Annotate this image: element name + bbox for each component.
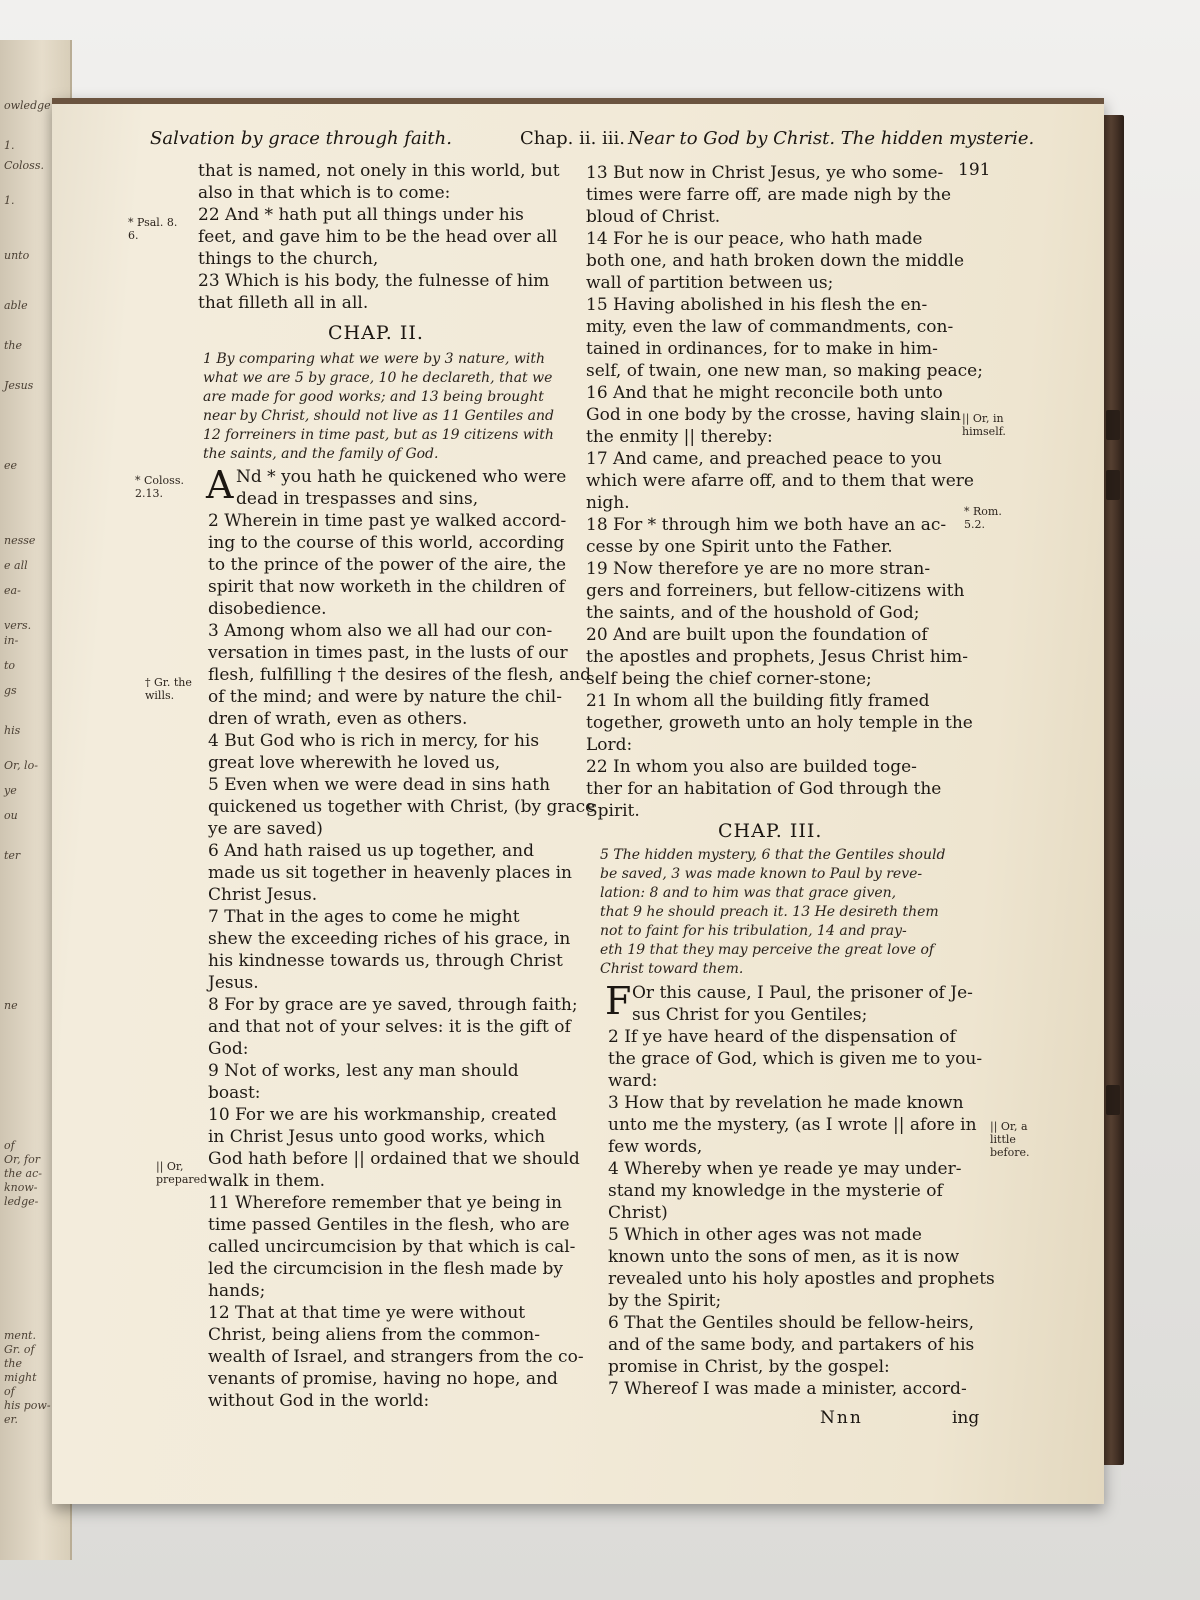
text-line: his kindnesse towards us, through Christ (208, 951, 563, 971)
facing-page-fragment: nesse (4, 534, 36, 547)
text-line: wealth of Israel, and strangers from the co- (208, 1347, 584, 1367)
summary-line: are made for good works; and 13 being brought (203, 389, 544, 405)
text-line: dead in trespasses and sins, (236, 489, 479, 509)
text-line: 18 For * through him we both have an ac- (586, 515, 947, 535)
summary-line: Christ toward them. (600, 961, 744, 977)
text-line: walk in them. (208, 1171, 325, 1191)
text-line: Jesus. (208, 973, 259, 993)
facing-page-fragment: the (4, 339, 23, 352)
text-line: led the circumcision in the flesh made by (208, 1259, 564, 1279)
text-line: which were afarre off, and to them that were (586, 471, 974, 491)
catchword: ing (952, 1408, 980, 1428)
text-line: 21 In whom all the building fitly framed (586, 691, 930, 711)
text-line: 5 Which in other ages was not made (608, 1225, 922, 1245)
text-line: Christ Jesus. (208, 885, 318, 905)
facing-page-fragment: er. (4, 1413, 19, 1426)
text-line: 6 And hath raised us up together, and (208, 841, 534, 861)
text-line: 9 Not of works, lest any man should (208, 1061, 519, 1081)
text-line: shew the exceeding riches of his grace, in (208, 929, 571, 949)
text-line: nigh. (586, 493, 630, 513)
text-line: venants of promise, having no hope, and (208, 1369, 558, 1389)
facing-page-fragment: his (4, 724, 21, 737)
text-line: that is named, not onely in this world, but (198, 161, 560, 181)
margin-note-line: || Or, in (962, 412, 1004, 425)
text-line: made us sit together in heavenly places in (208, 863, 572, 883)
text-line: 8 For by grace are ye saved, through faith; (208, 995, 578, 1015)
right-column-top (586, 162, 983, 822)
facing-page-fragment: know- (4, 1181, 38, 1194)
facing-page-fragment: Or, for (4, 1153, 41, 1166)
text-line: and of the same body, and partakers of his (608, 1335, 975, 1355)
text-line: 6 That the Gentiles should be fellow-heirs, (608, 1313, 974, 1333)
text-line: 23 Which is his body, the fulnesse of him (198, 271, 550, 291)
margin-note-line: || Or, a (990, 1120, 1028, 1133)
facing-page-fragment: 1. (4, 139, 15, 152)
margin-note (156, 1160, 207, 1186)
running-head-right: Near to God by Christ. The hidden mysterie. (628, 128, 1035, 149)
text-line: 20 And are built upon the foundation of (586, 625, 928, 645)
margin-note (145, 676, 192, 702)
facing-page-fragment: to (4, 659, 16, 672)
text-line: the apostles and prophets, Jesus Christ him- (586, 647, 968, 667)
text-line: God hath before || ordained that we should (208, 1149, 580, 1169)
text-line: quickened us together with Christ, (by grace (208, 797, 596, 817)
facing-page-fragment: Or, lo- (4, 759, 38, 772)
left-column-top (198, 160, 560, 314)
facing-page-fragment: owledge (4, 99, 51, 112)
margin-note (135, 474, 184, 500)
text-line: feet, and gave him to be the head over all (198, 227, 558, 247)
text-line: 4 Whereby when ye reade ye may under- (608, 1159, 962, 1179)
signature-mark: Nnn (820, 1408, 863, 1428)
summary-line: that 9 he should preach it. 13 He desireth them (600, 904, 939, 920)
text-line: 19 Now therefore ye are no more stran- (586, 559, 931, 579)
summary-line: not to faint for his tribulation, 14 and pray- (600, 923, 907, 939)
margin-note-line: † Gr. the (145, 676, 192, 689)
text-line: 7 Whereof I was made a minister, accord- (608, 1379, 967, 1399)
text-line: 14 For he is our peace, who hath made (586, 229, 923, 249)
text-line: wall of partition between us; (586, 273, 834, 293)
text-line: Or this cause, I Paul, the prisoner of Je- (632, 983, 973, 1003)
text-line: 3 Among whom also we all had our con- (208, 621, 553, 641)
margin-note-line: 5.2. (964, 518, 985, 531)
text-line: of the mind; and were by nature the chil- (208, 687, 562, 707)
margin-note-line: himself. (962, 425, 1006, 438)
facing-page-fragment: vers. (4, 619, 32, 632)
text-line: in Christ Jesus unto good works, which (208, 1127, 546, 1147)
left-column-body (208, 510, 595, 1412)
text-line: God: (208, 1039, 249, 1059)
right-column-body-start (632, 982, 973, 1026)
text-line: 5 Even when we were dead in sins hath (208, 775, 551, 795)
chapter-title: CHAP. III. (718, 820, 823, 842)
summary-line: eth 19 that they may perceive the great love of (600, 942, 935, 958)
margin-note-line: wills. (145, 689, 175, 702)
summary-line: 5 The hidden mystery, 6 that the Gentiles should (600, 847, 946, 863)
running-head-left: Salvation by grace through faith. (150, 128, 452, 149)
text-line: 10 For we are his workmanship, created (208, 1105, 557, 1125)
text-line: great love wherewith he loved us, (208, 753, 501, 773)
text-line: ye are saved) (208, 819, 323, 839)
text-line: 2 Wherein in time past ye walked accord- (208, 511, 567, 531)
facing-page-fragment: his pow- (4, 1399, 51, 1412)
text-line: revealed unto his holy apostles and prophets (608, 1269, 995, 1289)
text-line: hands; (208, 1281, 266, 1301)
text-line: called uncircumcision by that which is cal- (208, 1237, 576, 1257)
text-line: the enmity || thereby: (586, 427, 773, 447)
chapter-summary (600, 846, 945, 979)
facing-page-fragment: Jesus (4, 379, 34, 392)
text-line: that filleth all in all. (198, 293, 369, 313)
clasp (1106, 470, 1120, 500)
facing-page-fragment: Coloss. (4, 159, 44, 172)
text-line: cesse by one Spirit unto the Father. (586, 537, 893, 557)
text-line: self, of twain, one new man, so making peace; (586, 361, 983, 381)
text-line: Christ, being aliens from the common- (208, 1325, 540, 1345)
text-line: also in that which is to come: (198, 183, 451, 203)
facing-page-fragment: e all (4, 559, 28, 572)
text-line: bloud of Christ. (586, 207, 721, 227)
text-line: known unto the sons of men, as it is now (608, 1247, 960, 1267)
margin-note-line: || Or, (156, 1160, 184, 1173)
text-line: things to the church, (198, 249, 379, 269)
text-line: boast: (208, 1083, 261, 1103)
text-line: 22 And * hath put all things under his (198, 205, 524, 225)
facing-page-fragment: ee (4, 459, 18, 472)
facing-page-fragment: ye (4, 784, 17, 797)
chapter-title: CHAP. II. (328, 322, 424, 344)
text-line: tained in ordinances, for to make in him- (586, 339, 938, 359)
margin-note (964, 505, 1002, 531)
text-line: stand my knowledge in the mysterie of (608, 1181, 943, 1201)
text-line: and that not of your selves: it is the gift of (208, 1017, 571, 1037)
text-line: promise in Christ, by the gospel: (608, 1357, 890, 1377)
text-line: spirit that now worketh in the children of (208, 577, 565, 597)
running-head-center: Chap. ii. iii. (520, 128, 626, 149)
margin-note (128, 216, 177, 242)
summary-line: the saints, and the family of God. (203, 446, 439, 462)
clasp (1106, 410, 1120, 440)
margin-note-line: * Psal. 8. (128, 216, 178, 229)
text-line: ther for an habitation of God through the (586, 779, 942, 799)
text-line: disobedience. (208, 599, 327, 619)
margin-note (990, 1120, 1030, 1159)
text-line: self being the chief corner-stone; (586, 669, 872, 689)
text-line: dren of wrath, even as others. (208, 709, 468, 729)
facing-page-fragment: in- (4, 634, 19, 647)
summary-line: lation: 8 and to him was that grace given, (600, 885, 897, 901)
text-line: few words, (608, 1137, 703, 1157)
text-line: 3 How that by revelation he made known (608, 1093, 964, 1113)
summary-line: 1 By comparing what we were by 3 nature, with (203, 351, 545, 367)
clasp (1106, 1085, 1120, 1115)
text-line: 2 If ye have heard of the dispensation of (608, 1027, 956, 1047)
text-line: Nd * you hath he quickened who were (236, 467, 567, 487)
text-line: 11 Wherefore remember that ye being in (208, 1193, 563, 1213)
text-line: ward: (608, 1071, 658, 1091)
text-line: 4 But God who is rich in mercy, for his (208, 731, 540, 751)
text-line: Lord: (586, 735, 633, 755)
facing-page-fragment: of (4, 1385, 15, 1398)
text-line: both one, and hath broken down the middle (586, 251, 965, 271)
text-line: the saints, and of the houshold of God; (586, 603, 920, 623)
text-line: sus Christ for you Gentiles; (632, 1005, 868, 1025)
margin-note-line: 2.13. (135, 487, 163, 500)
facing-page-fragment: 1. (4, 194, 15, 207)
drop-cap: A (206, 463, 234, 507)
drop-cap: F (605, 979, 632, 1023)
right-column-body (608, 1026, 995, 1400)
summary-line: be saved, 3 was made known to Paul by reve- (600, 866, 923, 882)
facing-page-fragment: might (4, 1371, 37, 1384)
margin-note (962, 412, 1006, 438)
margin-note-line: little (990, 1133, 1016, 1146)
margin-note-line: before. (990, 1146, 1030, 1159)
text-line: God in one body by the crosse, having slain (586, 405, 961, 425)
text-line: unto me the mystery, (as I wrote || afore in (608, 1115, 977, 1135)
chapter-summary (203, 350, 554, 464)
text-line: 16 And that he might reconcile both unto (586, 383, 943, 403)
facing-page-fragment: ne (4, 999, 18, 1012)
facing-page-fragment: ou (4, 809, 18, 822)
facing-page-fragment: ledge- (4, 1195, 39, 1208)
text-line: by the Spirit; (608, 1291, 722, 1311)
facing-page-fragment: gs (4, 684, 17, 697)
text-line: without God in the world: (208, 1391, 430, 1411)
summary-line: what we are 5 by grace, 10 he declareth, that we (203, 370, 553, 386)
facing-page-fragment: the ac- (4, 1167, 42, 1180)
text-line: together, groweth unto an holy temple in the (586, 713, 973, 733)
text-line: 7 That in the ages to come he might (208, 907, 520, 927)
margin-note-line: prepared (156, 1173, 208, 1186)
facing-page-fragment: Gr. of (4, 1343, 35, 1356)
text-line: to the prince of the power of the aire, the (208, 555, 567, 575)
facing-page-fragment: ea- (4, 584, 21, 597)
facing-page-fragment: of (4, 1139, 15, 1152)
summary-line: near by Christ, should not live as 11 Gentiles and (203, 408, 554, 424)
left-column-body-start (236, 466, 566, 510)
text-line: 12 That at that time ye were without (208, 1303, 526, 1323)
facing-page-fragment: able (4, 299, 28, 312)
text-line: 13 But now in Christ Jesus, ye who some- (586, 163, 944, 183)
facing-page-fragment: unto (4, 249, 30, 262)
text-line: flesh, fulfilling † the desires of the flesh, and (208, 665, 592, 685)
text-line: gers and forreiners, but fellow-citizens with (586, 581, 965, 601)
summary-line: 12 forreiners in time past, but as 19 citizens with (203, 427, 554, 443)
text-line: 15 Having abolished in his flesh the en- (586, 295, 928, 315)
text-line: mity, even the law of commandments, con- (586, 317, 954, 337)
margin-note-line: * Coloss. (135, 474, 184, 487)
text-line: ing to the course of this world, according (208, 533, 565, 553)
text-line: the grace of God, which is given me to you- (608, 1049, 983, 1069)
text-line: times were farre off, are made nigh by the (586, 185, 952, 205)
facing-page-fragment: ter (4, 849, 21, 862)
facing-page-fragment: the (4, 1357, 23, 1370)
text-line: 22 In whom you also are builded toge- (586, 757, 917, 777)
text-line: Christ) (608, 1203, 668, 1223)
text-line: time passed Gentiles in the flesh, who are (208, 1215, 570, 1235)
margin-note-line: * Rom. (964, 505, 1002, 518)
text-line: 17 And came, and preached peace to you (586, 449, 942, 469)
text-line: Spirit. (586, 801, 640, 821)
text-line: versation in times past, in the lusts of our (208, 643, 568, 663)
facing-page-fragment: ment. (4, 1329, 36, 1342)
margin-note-line: 6. (128, 229, 139, 242)
page-number: 191 (958, 160, 991, 180)
